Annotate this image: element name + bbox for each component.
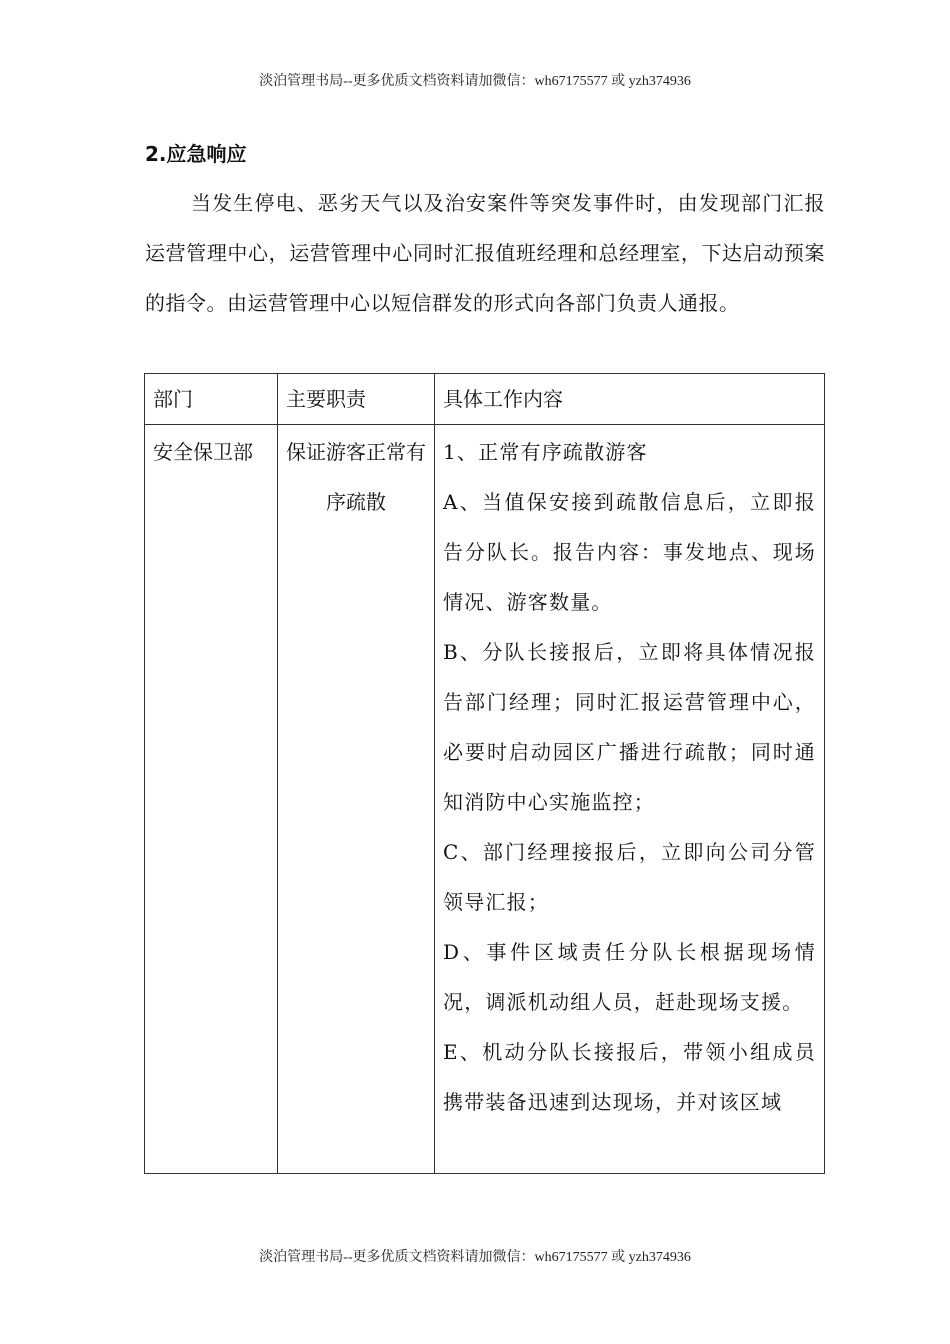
content-item: C、部门经理接报后，立即向公司分管领导汇报； — [443, 840, 816, 914]
header-dept: 部门 — [145, 374, 278, 425]
header-duty: 主要职责 — [278, 374, 435, 425]
response-duty-table — [144, 373, 825, 1174]
cell-content — [435, 425, 825, 1174]
intro-paragraph-block — [145, 178, 825, 328]
section-title: 2.应急响应 — [145, 142, 247, 166]
table-row — [145, 425, 825, 1174]
content-item: D、事件区域责任分队长根据现场情况，调派机动组人员，赶赴现场支援。 — [443, 940, 816, 1014]
header-content: 具体工作内容 — [435, 374, 825, 425]
content-item: A、当值保安接到疏散信息后，立即报告分队长。报告内容：事发地点、现场情况、游客数量。 — [443, 490, 816, 614]
content-item: E、机动分队长接报后，带领小组成员携带装备迅速到达现场，并对该区域 — [443, 1040, 816, 1114]
page-header: 淡泊管理书局--更多优质文档资料请加微信：wh67175577 或 yzh374936 — [259, 74, 691, 89]
cell-duty: 保证游客正常有序疏散 — [278, 425, 435, 1174]
cell-dept: 安全保卫部 — [145, 425, 278, 1174]
content-item: 1、正常有序疏散游客 — [443, 440, 648, 464]
intro-paragraph: 当发生停电、恶劣天气以及治安案件等突发事件时，由发现部门汇报运营管理中心，运营管理中心同时汇报值班经理和总经理室，下达启动预案的指令。由运营管理中心以短信群发的形式向各部门负责人通报。 — [145, 191, 825, 315]
content-item: B、分队长接报后，立即将具体情况报告部门经理；同时汇报运营管理中心，必要时启动园区广播进行疏散；同时通知消防中心实施监控； — [443, 640, 816, 814]
table-header-row — [145, 374, 825, 425]
page-footer: 淡泊管理书局--更多优质文档资料请加微信：wh67175577 或 yzh374936 — [259, 1250, 691, 1265]
